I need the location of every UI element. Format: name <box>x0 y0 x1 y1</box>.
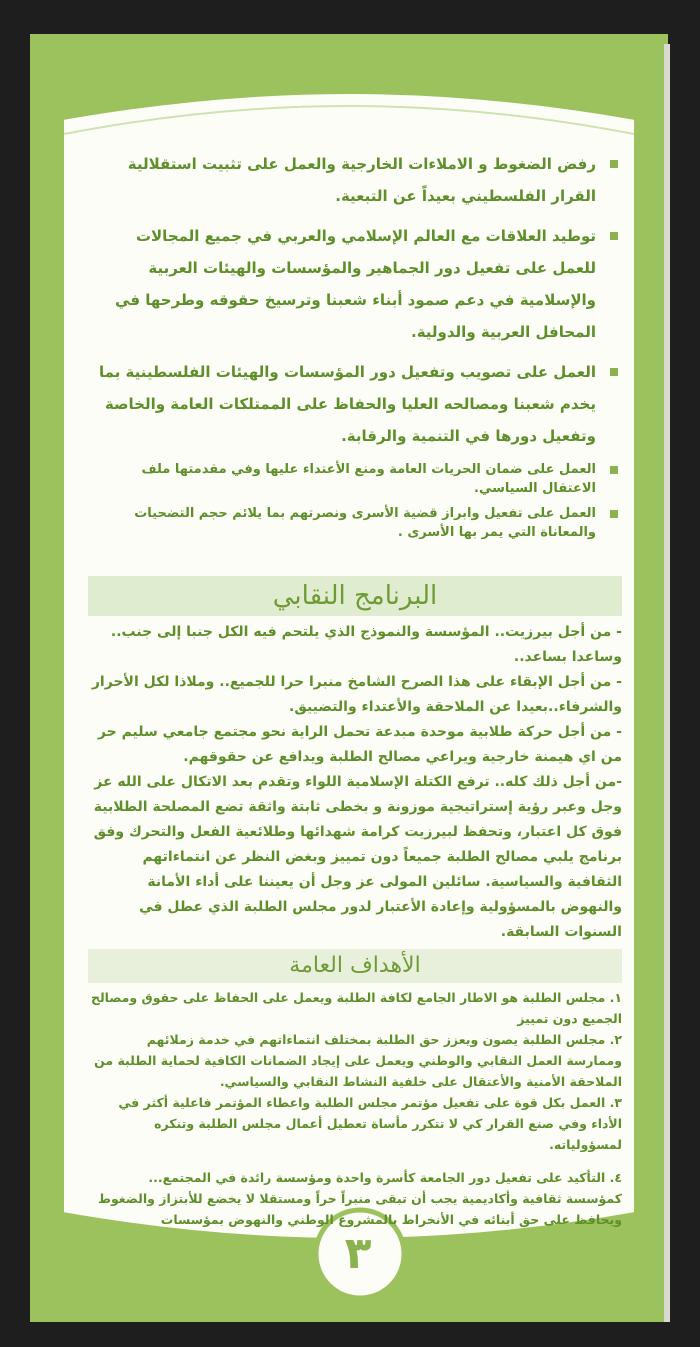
bullet-text: توطيد العلاقات مع العالم الإسلامي والعربي في جميع المجالات للعمل على تفعيل دور الجماهير والمؤسسات والهيئات العربية والإسلامية في دعم صمود أبناء شعبنا وترسيخ حقوقه وطرحها في المحافل العربية والدولية. <box>115 227 596 341</box>
program-paragraph: - من أجل بيرزيت.. المؤسسة والنموذج الذي يلتحم فيه الكل جنبا إلى جنب.. وساعدا بساعد.. <box>110 624 622 665</box>
program-heading: البرنامج النقابي <box>88 576 622 616</box>
bullet-item <box>88 148 622 212</box>
bullet-text: العمل على تفعيل وابراز قضية الأسرى ونصرتهم بما يلائم حجم التضحيات والمعاناة التي يمر بها الأسرى . <box>134 506 596 540</box>
bullet-text: العمل على ضمان الحريات العامة ومنع الأعتداء عليها وفي مقدمتها ملف الاعتقال السياسي. <box>141 462 596 496</box>
square-bullet-icon <box>610 510 618 518</box>
bullet-text: العمل على تصويب وتفعيل دور المؤسسات والهيئات الفلسطينية بما يخدم شعبنا ومصالحه العليا والحفاظ على الممتلكات العامة والخاصة وتفعيل دورها في التنمية والرقابة. <box>99 363 596 445</box>
bullet-item <box>88 460 622 498</box>
square-bullet-icon <box>610 232 618 240</box>
bullet-item <box>88 504 622 542</box>
goal-item: ١. مجلس الطلبة هو الاطار الجامع لكافة الطلبة ويعمل على الحفاظ على حقوق ومصالح الجميع دون تمييز <box>90 990 622 1026</box>
page-content <box>88 148 622 1230</box>
program-paragraph: - من أجل حركة طلابية موحدة مبدعة تحمل الراية نحو مجتمع جامعي سليم حر من اي هيمنة خارجية ويراعي مصالح الطلبة ويدافع عن حقوقهم. <box>97 724 622 765</box>
square-bullet-icon <box>610 368 618 376</box>
program-paragraph: -من أجل ذلك كله.. ترفع الكتلة الإسلامية اللواء وتقدم بعد الاتكال على الله عز وجل وعبر رؤية إستراتيجية موزونة و بخطى ثابتة واثقة تضع المصلحة الطلابية فوق كل اعتبار، وتحفظ لبيرزيت كرامة شهدائها وطلائعية الفعل والتحرك وفق برنامج يلبي مصالح الطلبة جميعاً دون تمييز وبغض النظر عن انتماءاتهم الثقافية والسياسية. سائلين المولى عز وجل أن يعيننا على أداء الأمانة والنهوض بالمسؤولية وإعادة الأعتبار لدور مجلس الطلبة الذي عطل في السنوات السابقة. <box>93 774 622 940</box>
program-paragraph: - من أجل الإبقاء على هذا الصرح الشامخ منبرا حرا للجميع.. وملاذا لكل الأحرار والشرفاء..بعيدا عن الملاحقة والأعتداء والتضييق. <box>91 674 622 715</box>
bullet-list <box>88 148 622 542</box>
paper-edge <box>664 44 670 1322</box>
goal-item: ٢. مجلس الطلبة يصون ويعزز حق الطلبة بمختلف انتماءاتهم في خدمة زملائهم وممارسة العمل النقابي والوطني ويعمل على إيجاد الضمانات الكافية لحماية الطلبة من الملاحقة الأمنية والأعتقال على خلفية النشاط النقابي والسياسي. <box>94 1032 622 1089</box>
square-bullet-icon <box>610 466 618 474</box>
bullet-item <box>88 220 622 348</box>
goal-item: ٣. العمل بكل قوة على تفعيل مؤتمر مجلس الطلبة واعطاء المؤتمر فاعلية أكثر في الأداء وفي صنع القرار كي لا تتكرر مأساة تعطيل أعمال مجلس الطلبة وتنكره لمسؤولياته. <box>118 1095 622 1152</box>
goals-heading: الأهداف العامة <box>88 949 622 983</box>
page-number: ٣ <box>344 1228 372 1279</box>
square-bullet-icon <box>610 160 618 168</box>
bullet-text: رفض الضغوط و الاملاءات الخارجية والعمل على تثبيت استقلالية القرار الفلسطيني بعيداً عن التبعية. <box>127 155 596 205</box>
bullet-item <box>88 356 622 452</box>
goal-item: ٤. التأكيد على تفعيل دور الجامعة كأسرة واحدة ومؤسسة رائدة في المجتمع... كمؤسسة ثقافية وأكاديمية يجب أن تبقى منبراً حراً ومستقلا لا يخضع للأبتزاز والضغوط ويحافظ على حق أبنائه في الأنخراط بالمشروع الوطني والنهوض بمؤسسات <box>97 1170 622 1227</box>
